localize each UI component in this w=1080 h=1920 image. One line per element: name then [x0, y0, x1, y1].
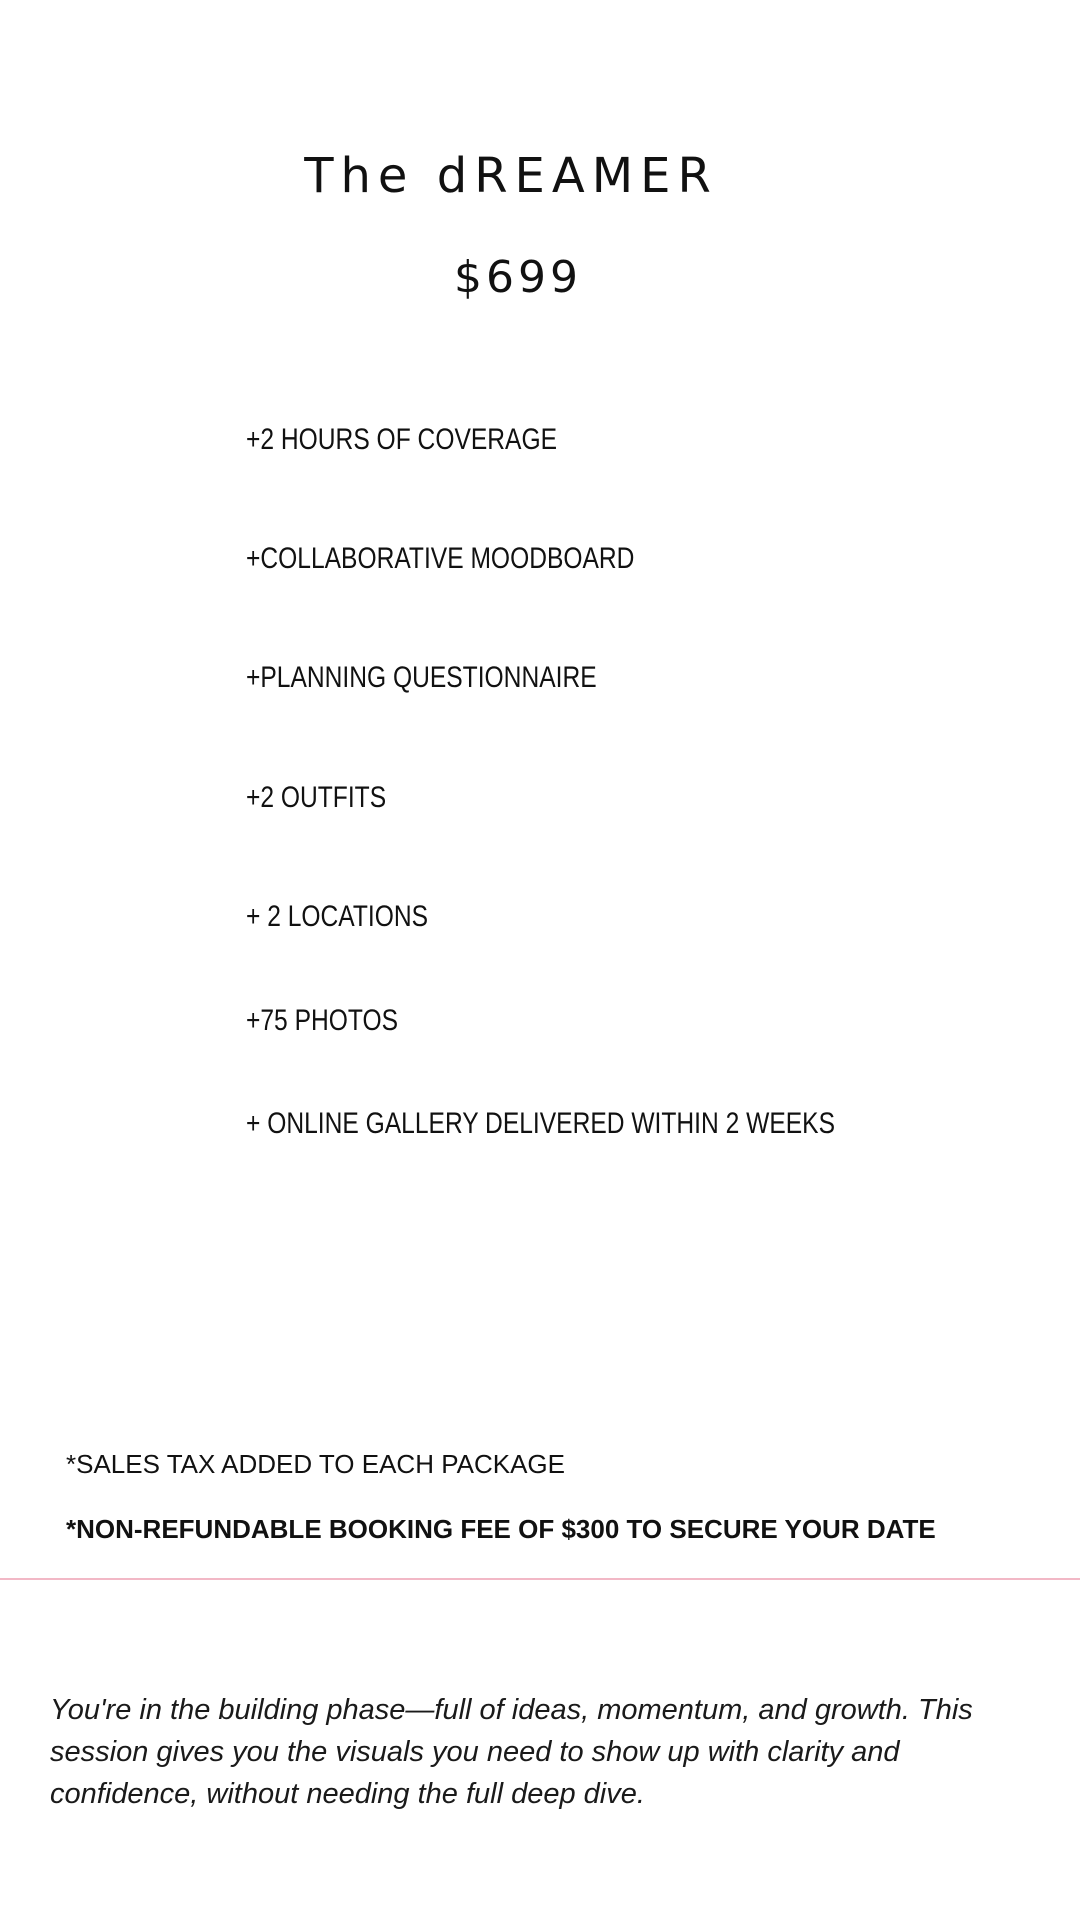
- feature-item: + ONLINE GALLERY DELIVERED WITHIN 2 WEEKS: [246, 1107, 835, 1140]
- feature-item: +75 PHOTOS: [246, 1004, 399, 1037]
- feature-item: +COLLABORATIVE MOODBOARD: [246, 542, 635, 575]
- package-price: $699: [454, 252, 582, 303]
- feature-item: +2 HOURS OF COVERAGE: [246, 423, 557, 456]
- sales-tax-note: *SALES TAX ADDED TO EACH PACKAGE: [66, 1449, 565, 1479]
- feature-item: +2 OUTFITS: [246, 781, 387, 814]
- booking-fee-note: *NON-REFUNDABLE BOOKING FEE OF $300 TO SECURE YOUR DATE: [66, 1514, 936, 1544]
- feature-item: +PLANNING QUESTIONNAIRE: [246, 661, 597, 694]
- feature-item: + 2 LOCATIONS: [246, 900, 429, 933]
- package-description: You're in the building phase—full of ideas, momentum, and growth. This session gives you the visuals you need to show up with clarity and confidence, without needing the full deep dive.: [50, 1694, 973, 1810]
- section-divider: [0, 1578, 1080, 1580]
- package-title: The dREAMER: [304, 148, 718, 204]
